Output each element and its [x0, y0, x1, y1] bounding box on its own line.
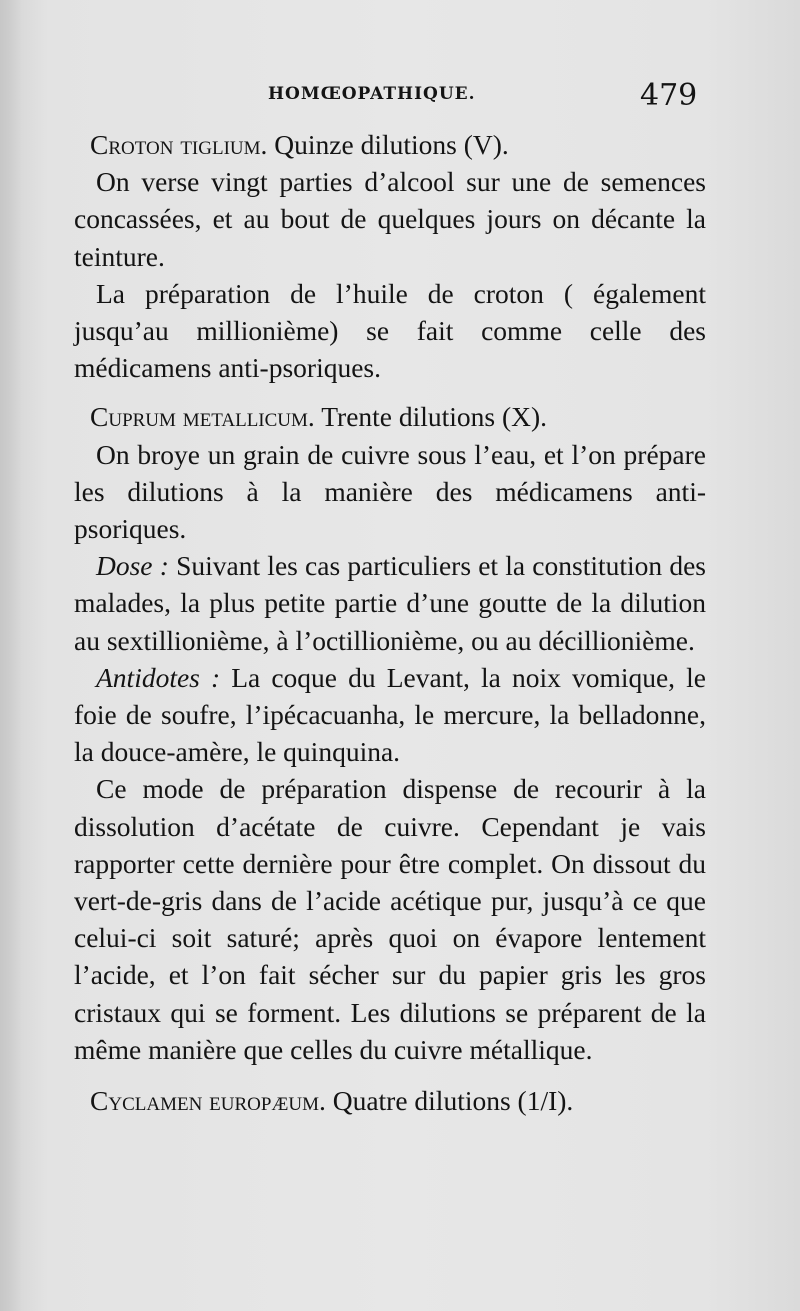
paragraph: Ce mode de préparation dispense de recourir à la dissolution d’acétate de cuivre. Cependant je vais rapporter cette dernière pour être complet. On dissout du vert-de-gris dans de l’acide acétique pur, jusqu’à ce que celui-ci soit saturé; après quoi on évapore lentement l’acide, et l’on fait sécher sur du papier gris les gros cristaux qui se forment. Les dilutions se préparent de la même manière que celles du cuivre métallique. [74, 773, 706, 1065]
page-body [74, 126, 706, 1119]
dose-paragraph [74, 547, 706, 659]
page-number: 479 [640, 78, 698, 113]
dose-text: Suivant les cas particuliers et la constitution des malades, la plus petite partie d’une goutte de la dilution au sextillionième, à l’octillionième, ou au décillionième. [74, 550, 707, 656]
antidotes-paragraph [74, 659, 706, 771]
entry-subtitle: Quatre dilutions (1/I). [332, 1085, 574, 1117]
page-header [0, 78, 800, 118]
entry-subtitle: Quinze dilutions (V). [274, 129, 509, 160]
antidotes-text: La coque du Levant, la noix vomique, le foie de soufre, l’ipécacuanha, le mercure, la belladonne, la douce-amère, le quinquina. [74, 661, 707, 768]
entry-title-cyclamen [74, 1082, 706, 1119]
paragraph: On verse vingt parties d’alcool sur une de semences concassées, et au bout de quelques jours on décante la teinture. [74, 166, 706, 272]
entry-name: Croton tiglium. [90, 129, 268, 160]
entry-title-croton [74, 126, 706, 163]
entry-subtitle: Trente dilutions (X). [321, 401, 548, 433]
paragraph: On broye un grain de cuivre sous l’eau, et l’on prépare les dilutions à la manière des médicamens anti-psoriques. [74, 438, 706, 545]
entry-title-cuprum [74, 398, 706, 435]
entry-name: Cyclamen europæum. [90, 1085, 326, 1117]
paragraph: La préparation de l’huile de croton ( également jusqu’au millionième) se fait comme celle des médicamens anti-psoriques. [74, 277, 706, 384]
dose-label: Dose : [96, 550, 169, 582]
running-head: HOMŒOPATHIQUE. [268, 84, 476, 104]
antidotes-label: Antidotes : [96, 661, 221, 693]
entry-name: Cuprum metallicum. [90, 401, 315, 433]
